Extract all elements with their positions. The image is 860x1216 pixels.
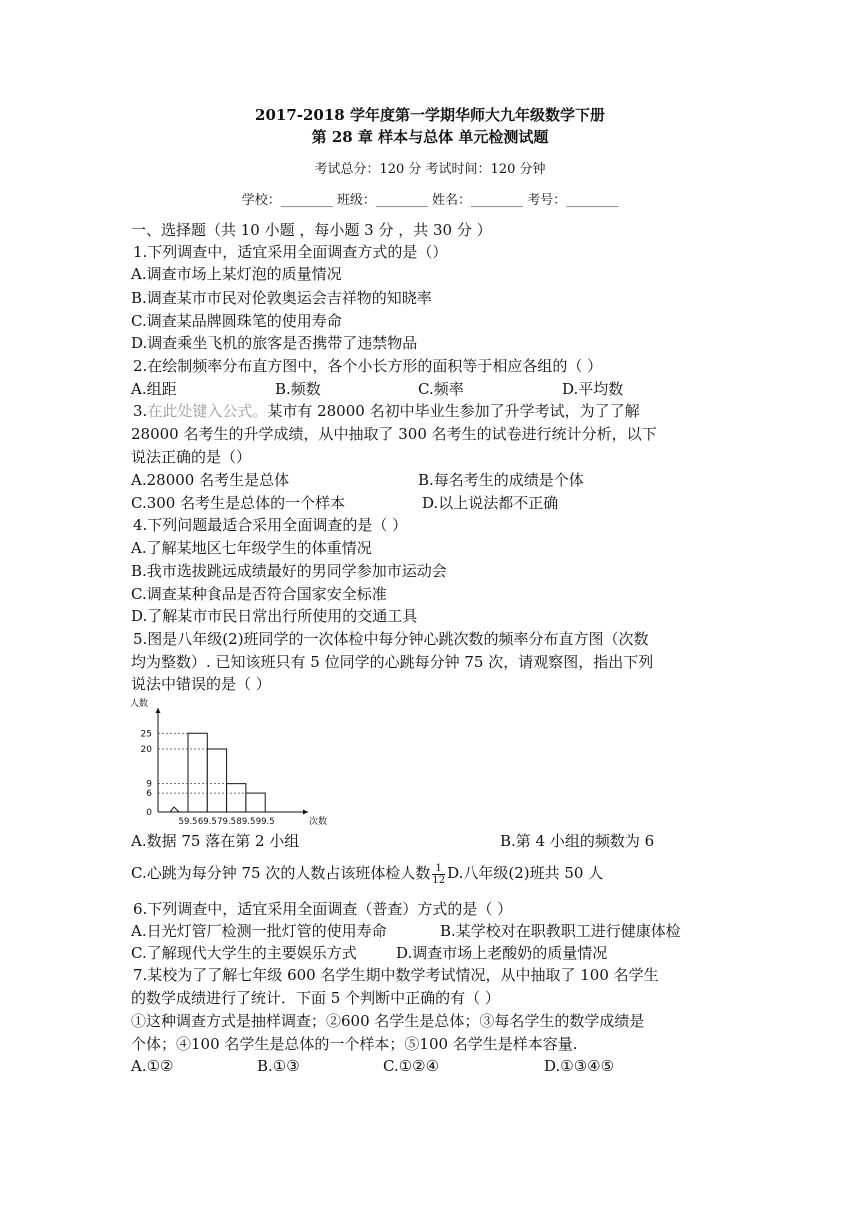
- q4-option-c: C.调查某种食品是否符合国家安全标准: [131, 585, 387, 603]
- x-tick-label: 59.5: [178, 817, 198, 827]
- q3-option-d: D.以上说法都不正确: [422, 494, 559, 512]
- histogram-bar: [188, 733, 207, 812]
- q7-stem-line3: ①这种调查方式是抽样调查；②600 名学生是总体；③每名学生的数学成绩是: [131, 1012, 645, 1030]
- q2-option-c: C.频率: [418, 380, 464, 398]
- q5-option-c: [131, 862, 603, 886]
- q7-option-b: B.①③: [257, 1057, 300, 1075]
- histogram-bar: [207, 749, 226, 812]
- q7-stem-line2: 的数学成绩进行了统计．下面 5 个判断中正确的有（ ）: [131, 989, 500, 1007]
- q7-stem-line1: 7.某校为了了解七年级 600 名学生期中数学考试情况，从中抽取了 100 名学生: [133, 966, 659, 984]
- y-axis-arrow: [156, 708, 161, 713]
- q6-option-a: A.日光灯管厂检测一批灯管的使用寿命: [131, 922, 387, 940]
- y-tick-label: 25: [140, 729, 152, 740]
- heart-rate-histogram: [128, 694, 328, 828]
- q3-stem-line3: 说法正确的是（）: [131, 448, 252, 466]
- q4-stem: 4.下列问题最适合采用全面调查的是（ ）: [133, 516, 408, 534]
- q6-option-d: D.调查市场上老酸奶的质量情况: [396, 944, 608, 962]
- q7-option-c: C.①②④: [383, 1057, 440, 1075]
- exam-title-line1: 2017-2018 学年度第一学期华师大九年级数学下册: [255, 106, 605, 124]
- x-tick-label: 79.5: [217, 817, 237, 827]
- q3-stem: [133, 400, 733, 422]
- q2-stem: 2.在绘制频率分布直方图中，各个小长方形的面积等于相应各组的（ ）: [133, 357, 603, 375]
- q6-option-c: C.了解现代大学生的主要娱乐方式: [131, 944, 357, 962]
- exam-info: 考试总分：120 分 考试时间：120 分钟: [314, 162, 546, 177]
- y-tick-label: 9: [146, 779, 152, 790]
- q6-option-b: B.某学校对在职教职工进行健康体检: [440, 922, 681, 940]
- q3-option-c: C.300 名考生是总体的一个样本: [131, 494, 346, 512]
- y-tick-label: 0: [146, 808, 152, 818]
- x-axis-label: 次数: [308, 817, 328, 827]
- q3-number: 3.: [133, 402, 148, 420]
- histogram-bar: [246, 793, 265, 812]
- x-tick-label: 99.5: [255, 817, 275, 827]
- fraction-one-twelfth: [432, 863, 445, 886]
- q1-option-d: D.调查乘坐飞机的旅客是否携带了违禁物品: [131, 334, 418, 352]
- q4-option-b: B.我市选拔跳远成绩最好的男同学参加市运动会: [131, 562, 447, 580]
- exam-title-line2: 第 28 章 样本与总体 单元检测试题: [311, 128, 549, 146]
- q5-option-d: D.八年级(2)班共 50 人: [447, 864, 604, 882]
- q3-stem-text: 某市有 28000 名初中毕业生参加了升学考试，为了了解: [267, 402, 640, 420]
- q7-option-d: D.①③④⑤: [544, 1057, 615, 1075]
- y-tick-label: 20: [140, 745, 152, 755]
- q2-option-a: A.组距: [131, 380, 177, 398]
- histogram-bar: [227, 784, 246, 812]
- q5-option-c-text: C.心跳为每分钟 75 次的人数占该班体检人数: [131, 864, 431, 882]
- y-axis-label: 人数: [130, 699, 149, 709]
- q5-stem-line1: 5.图是八年级(2)班同学的一次体检中每分钟心跳次数的频率分布直方图（次数: [133, 630, 649, 648]
- q5-option-a: A.数据 75 落在第 2 小组: [131, 832, 300, 850]
- x-axis-arrow: [303, 810, 308, 815]
- q7-stem-line4: 个体；④100 名学生是总体的一个样本；⑤100 名学生是样本容量.: [131, 1035, 578, 1053]
- q5-stem-line3: 说法中错误的是（ ）: [131, 675, 271, 693]
- q5-option-b: B.第 4 小组的频数为 6: [500, 832, 655, 850]
- q3-option-b: B.每名考生的成绩是个体: [418, 471, 584, 489]
- q3-option-a: A.28000 名考生是总体: [131, 471, 290, 489]
- q6-stem: 6.下列调查中，适宜采用全面调查（普查）方式的是（ ）: [133, 900, 513, 918]
- x-tick-label: 69.5: [197, 817, 217, 827]
- q4-option-a: A.了解某地区七年级学生的体重情况: [131, 539, 372, 557]
- q1-option-a: A.调查市场上某灯泡的质量情况: [131, 265, 342, 283]
- fraction-denominator: 12: [432, 874, 446, 886]
- q1-stem: 1.下列调查中，适宜采用全面调查方式的是（）: [133, 243, 448, 261]
- student-info: 学校：________ 班级：________ 姓名：________ 考号：________: [241, 193, 619, 208]
- fraction-numerator: 1: [432, 863, 445, 875]
- axis-break: [158, 807, 188, 812]
- q4-option-d: D.了解某市市民日常出行所使用的交通工具: [131, 607, 418, 625]
- q2-option-d: D.平均数: [562, 380, 624, 398]
- q7-option-a: A.①②: [131, 1057, 174, 1075]
- q3-stem-line2: 28000 名考生的升学成绩，从中抽取了 300 名考生的试卷进行统计分析，以下: [131, 425, 657, 443]
- q5-stem-line2: 均为整数）. 已知该班只有 5 位同学的心跳每分钟 75 次，请观察图，指出下列: [131, 653, 654, 671]
- x-tick-label: 89.5: [236, 817, 256, 827]
- q1-option-b: B.调查某市市民对伦敦奥运会吉祥物的知晓率: [131, 289, 432, 307]
- q1-option-c: C.调查某品牌圆珠笔的使用寿命: [131, 312, 342, 330]
- y-tick-label: 6: [146, 789, 152, 800]
- section-heading: 一、选择题（共 10 小题 ，每小题 3 分 ，共 30 分 ）: [131, 221, 492, 239]
- q2-option-b: B.频数: [275, 380, 321, 398]
- equation-placeholder[interactable]: 在此处键入公式。: [147, 402, 268, 420]
